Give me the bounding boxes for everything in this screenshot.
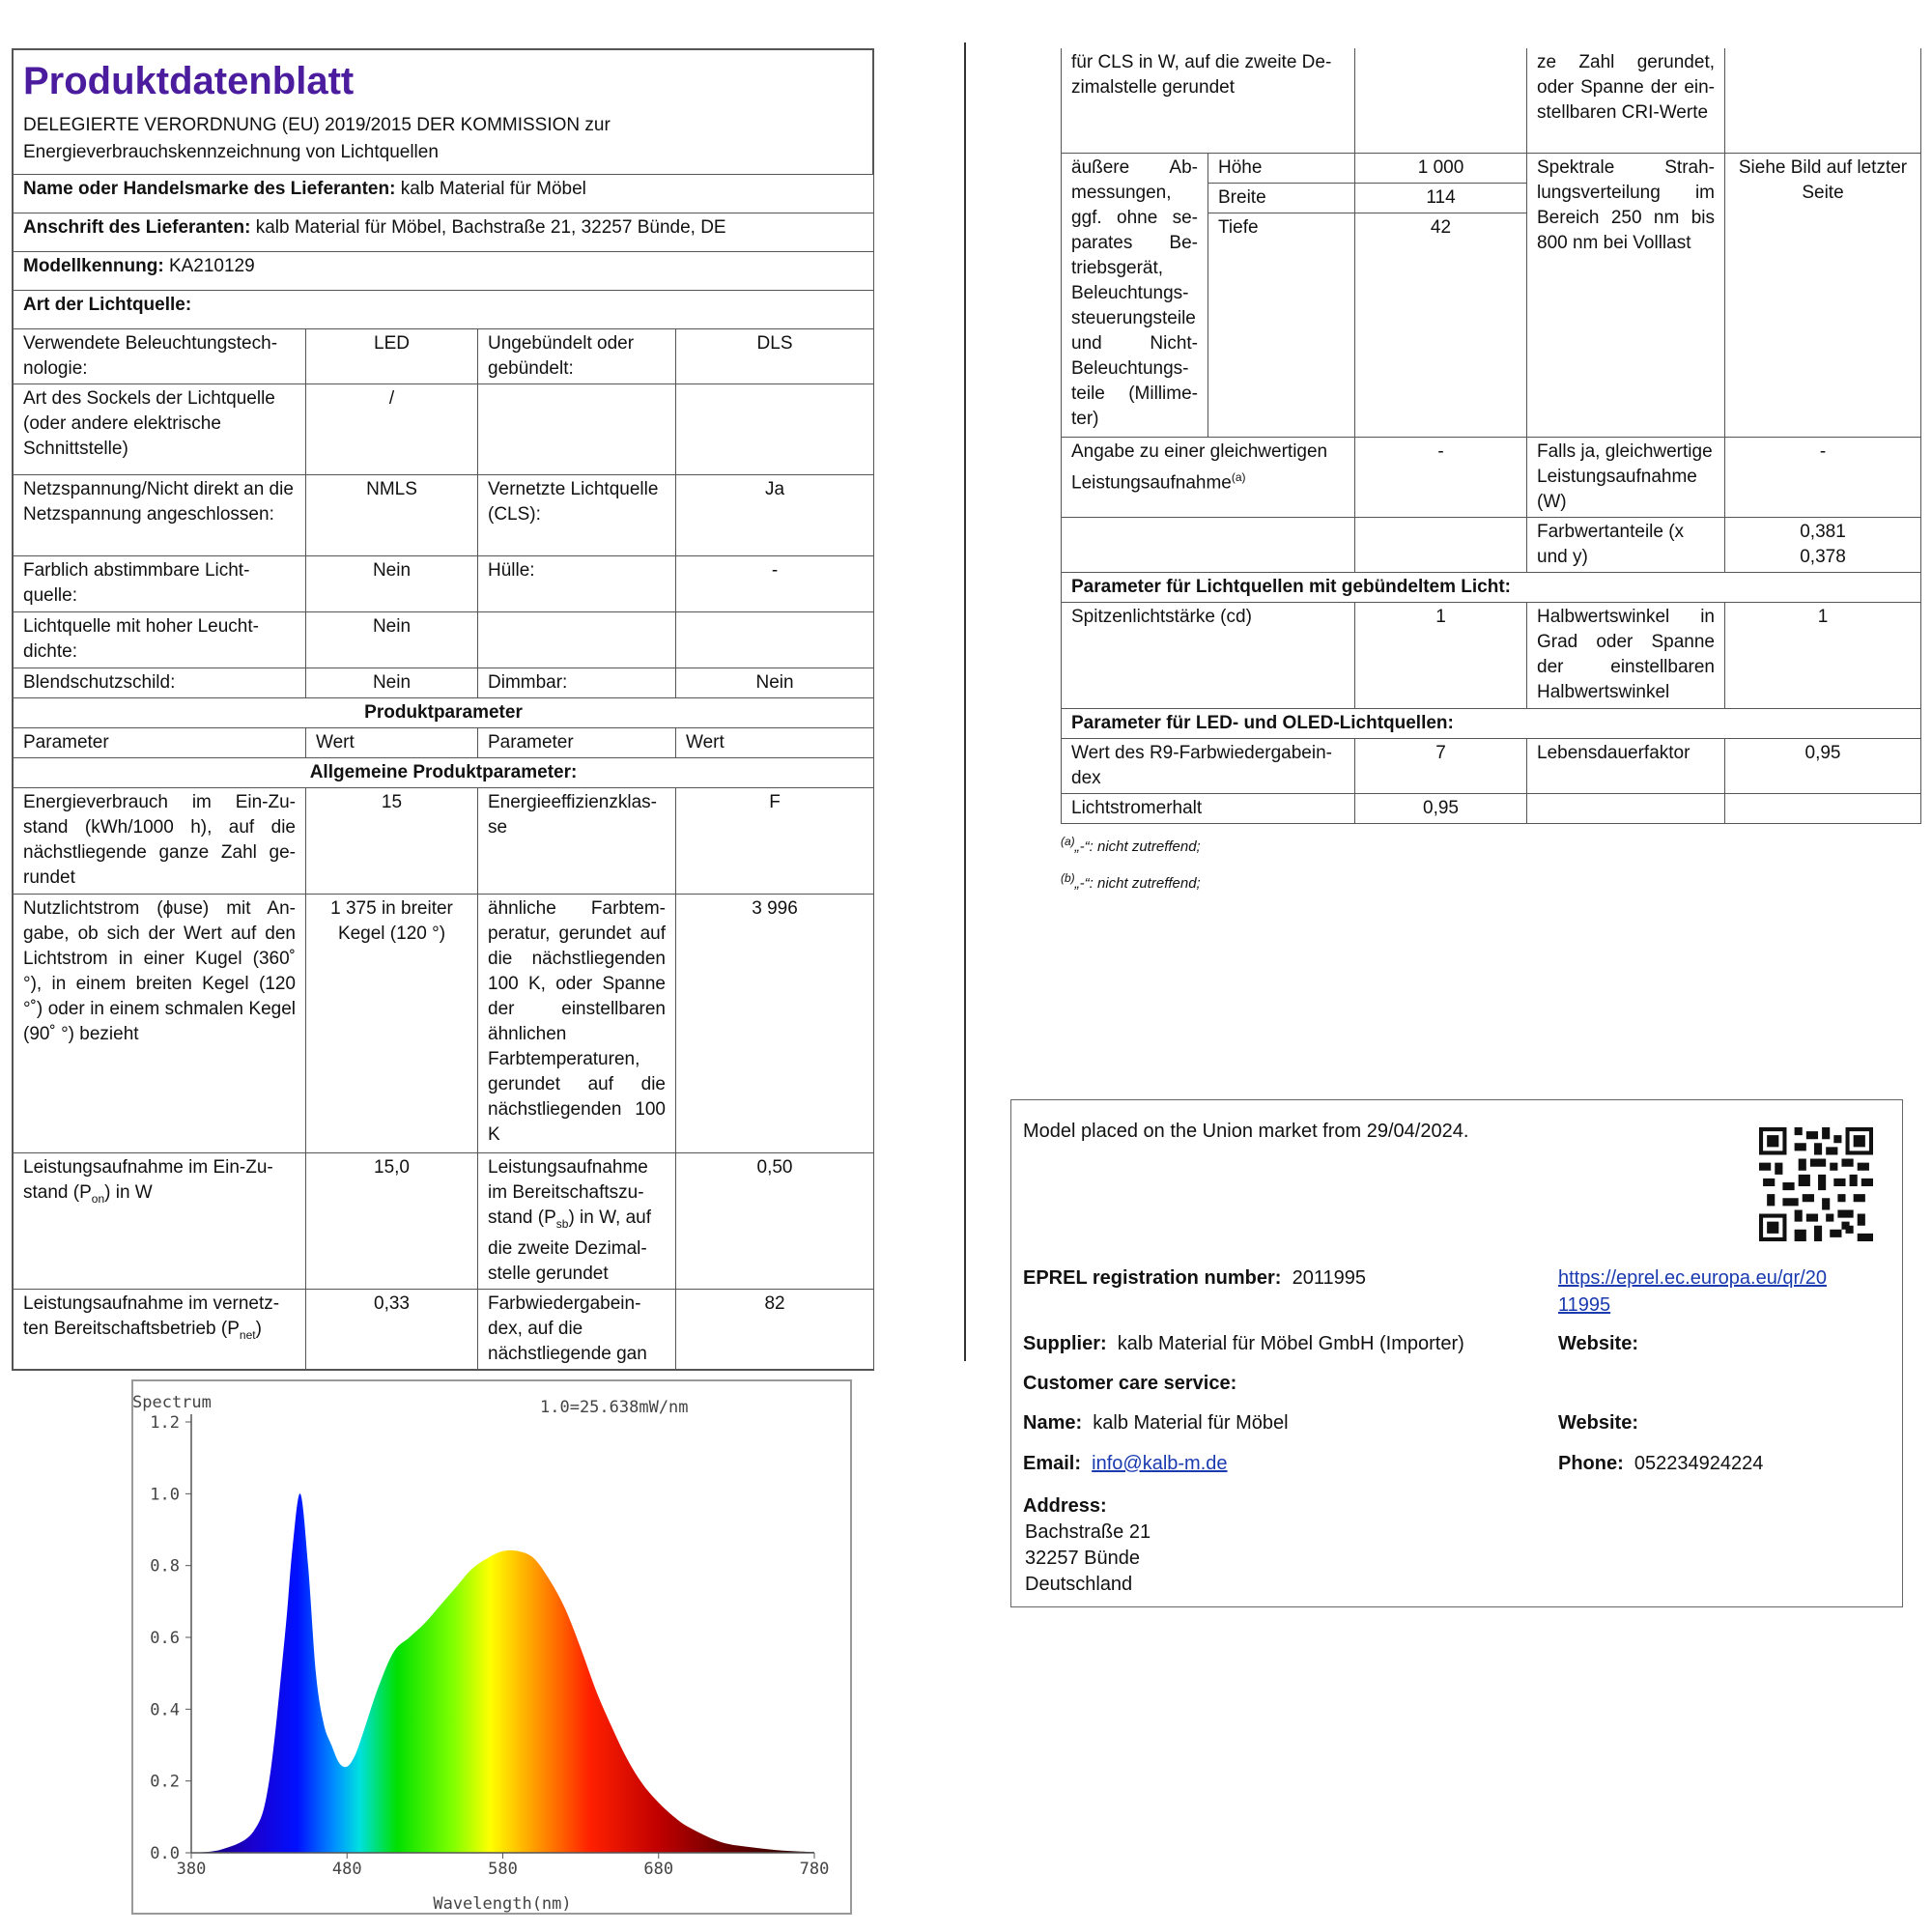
footnote-b: $^{(b)}$„-“: nicht zutreffend; [1061, 870, 1201, 892]
supplier-line: Supplier: kalb Material für Möbel GmbH (Importer) [1023, 1333, 1464, 1354]
param-row: Farbwertanteile (x und y) 0,381 0,378 [1062, 517, 1921, 572]
param-row: Spitzenlichtstärke (cd) 1 Halbwertswinkel in Grad oder Spanne der einstellbaren Halbwertswinkel 1 [1062, 602, 1921, 708]
supplier-name-row: Name oder Handelsmarke des Lieferanten: kalb Material für Möbel [14, 175, 874, 213]
directional-heading: Parameter für Lichtquellen mit gebündeltem Licht: [1062, 572, 1921, 602]
eprel-link[interactable]: https://eprel.ec.europa.eu/qr/20 11995 [1558, 1267, 1827, 1316]
x-tick-label: 580 [488, 1860, 518, 1879]
type-row: Farblich abstimmbare Lichtquelle: Nein Hülle: - [14, 556, 874, 612]
param-row: Lichtstromerhalt 0,95 [1062, 793, 1921, 823]
param-row: Wert des R9-Farbwiedergabeindex 7 Lebensdauerfaktor 0,95 [1062, 738, 1921, 793]
type-row: Art des Sockels der Lichtquelle (oder andere elektrische Schnittstelle) / [14, 384, 874, 475]
supplier-address-row: Anschrift des Lieferanten: kalb Material für Möbel, Bachstraße 21, 32257 Bünde, DE [14, 213, 874, 252]
column-header-row: Parameter Wert Parameter Wert [14, 728, 874, 758]
y-tick-label: 1.2 [150, 1413, 180, 1433]
page-divider [964, 43, 966, 1361]
website-label: Website: [1558, 1333, 1638, 1354]
address-line: 32257 Bünde [1025, 1548, 1141, 1569]
param-row: Leistungsaufnahme im vernetzten Bereitschaftsbetrieb $(P_{net})$ 0,33 Farbwiedergabeindex, auf die nächstliegende gan 82 [14, 1289, 874, 1369]
type-row: Verwendete Beleuchtungstechnologie: LED Ungebündelt oder gebündelt: DLS [14, 329, 874, 384]
continuation-table [1061, 48, 1921, 824]
market-date: Model placed on the Union market from 29/04/2024. [1023, 1121, 1469, 1142]
page-title: Produktdatenblatt [23, 60, 355, 102]
param-row: für CLS in W, auf die zweite Dezimalstelle gerundet ze Zahl gerundet, oder Spanne der einstellbaren CRI-Werte [1062, 48, 1921, 153]
qr-code-icon [1759, 1127, 1873, 1241]
customer-care-label: Customer care service: [1023, 1373, 1237, 1394]
plot-area [191, 1493, 814, 1853]
type-row: Blendschutzschild: Nein Dimmbar: Nein [14, 668, 874, 698]
care-phone: Phone: 052234924224 [1558, 1453, 1764, 1474]
product-params-heading: Produktparameter [14, 698, 874, 728]
param-row: Nutzlichtstrom (ϕuse) mit Angabe, ob sich der Wert auf den Lichtstrom in einer Kugel (360˚ °), in einem breiten Kegel (120 °˚) oder in einem schmalen Kegel (90˚ °) bezieht 1 375 in breiter Kegel (120 °) ähnliche Farbtemperatur, gerundet auf die nächstliegenden 100 K, oder Spanne der einstellbaren ähnlichen Farbtemperaturen, gerundet auf die nächstliegenden 100 K 3 996 [14, 895, 874, 1153]
x-tick-label: 380 [176, 1860, 207, 1879]
spectrum-chart [130, 1377, 855, 1918]
product-datasheet [12, 48, 874, 1371]
type-heading: Art der Lichtquelle: [14, 291, 874, 329]
dimension-row: Breite 114 [1062, 183, 1921, 213]
y-tick-label: 0.8 [150, 1556, 180, 1577]
datasheet-continuation [1061, 48, 1920, 899]
param-row: Leistungsaufnahme im Ein-Zustand $(P_{on})$ in W 15,0 Leistungsaufnahme im Bereitschaftszustand $(P_{sb})$ in W, auf die zweite Dezimalstelle gerundet 0,50 [14, 1153, 874, 1290]
y-tick-label: 0.6 [150, 1629, 180, 1648]
y-tick-label: 1.0 [150, 1485, 180, 1505]
website-label: Website: [1558, 1412, 1638, 1434]
y-tick-label: 0.2 [150, 1772, 180, 1792]
spectrum-area [191, 1493, 814, 1853]
care-name: Name: kalb Material für Möbel [1023, 1412, 1289, 1434]
x-tick-label: 680 [643, 1860, 674, 1879]
datasheet-table [13, 174, 874, 1370]
param-row: Energieverbrauch im Ein-Zustand (kWh/1000 h), auf die nächstliegende ganze Zahl gerundet 15 Energieeffizienzklasse F [14, 788, 874, 895]
x-axis-label: Wavelength(nm) [433, 1894, 572, 1914]
x-tick-label: 480 [331, 1860, 362, 1879]
address-label: Address: [1023, 1495, 1107, 1517]
chart-title: Spectrum [132, 1393, 212, 1412]
address-line: Deutschland [1025, 1574, 1133, 1595]
model-row: Modellkennung: KA210129 [14, 252, 874, 291]
eprel-info-box [1010, 1099, 1903, 1607]
footnote-a: $^{(a)}$„-“: nicht zutreffend; [1061, 834, 1201, 855]
general-params-heading: Allgemeine Produktparameter: [14, 758, 874, 788]
y-tick-label: 0.4 [150, 1700, 180, 1720]
email-link[interactable]: info@kalb-m.de [1092, 1453, 1228, 1474]
dimension-row: Tiefe 42 [1062, 213, 1921, 437]
care-email: Email: info@kalb-m.de [1023, 1453, 1228, 1474]
datasheet-header [13, 49, 873, 174]
type-row: Netzspannung/Nicht direkt an die Netzspannung angeschlossen: NMLS Vernetzte Lichtquelle (CLS): Ja [14, 475, 874, 556]
chart-annotation: 1.0=25.638mW/nm [540, 1398, 689, 1417]
subtitle: DELEGIERTE VERORDNUNG (EU) 2019/2015 DER KOMMISSION zur Energieverbrauchskennzeichnung von Lichtquellen [23, 115, 611, 162]
y-tick-label: 0.0 [150, 1844, 180, 1863]
dimension-row: äußere Abmessungen, ggf. ohne separates Betriebsgerät, Beleuchtungssteuerungsteile und Nicht-Beleuchtungsteile (Millimeter) Höhe 1 000 Spektrale Strahlungsverteilung im Bereich 250 nm bis 800 nm bei Volllast Siehe Bild auf letzter Seite [1062, 153, 1921, 183]
eprel-number: EPREL registration number: 2011995 [1023, 1267, 1366, 1289]
param-row: Angabe zu einer gleichwertigen Leistungsaufnahme$^{(a)}$ - Falls ja, gleichwertige Leistungsaufnahme (W) - [1062, 437, 1921, 517]
led-heading: Parameter für LED- und OLED-Lichtquellen: [1062, 708, 1921, 738]
address-line: Bachstraße 21 [1025, 1521, 1151, 1543]
type-row: Lichtquelle mit hoher Leuchtdichte: Nein [14, 612, 874, 668]
x-tick-label: 780 [799, 1860, 830, 1879]
